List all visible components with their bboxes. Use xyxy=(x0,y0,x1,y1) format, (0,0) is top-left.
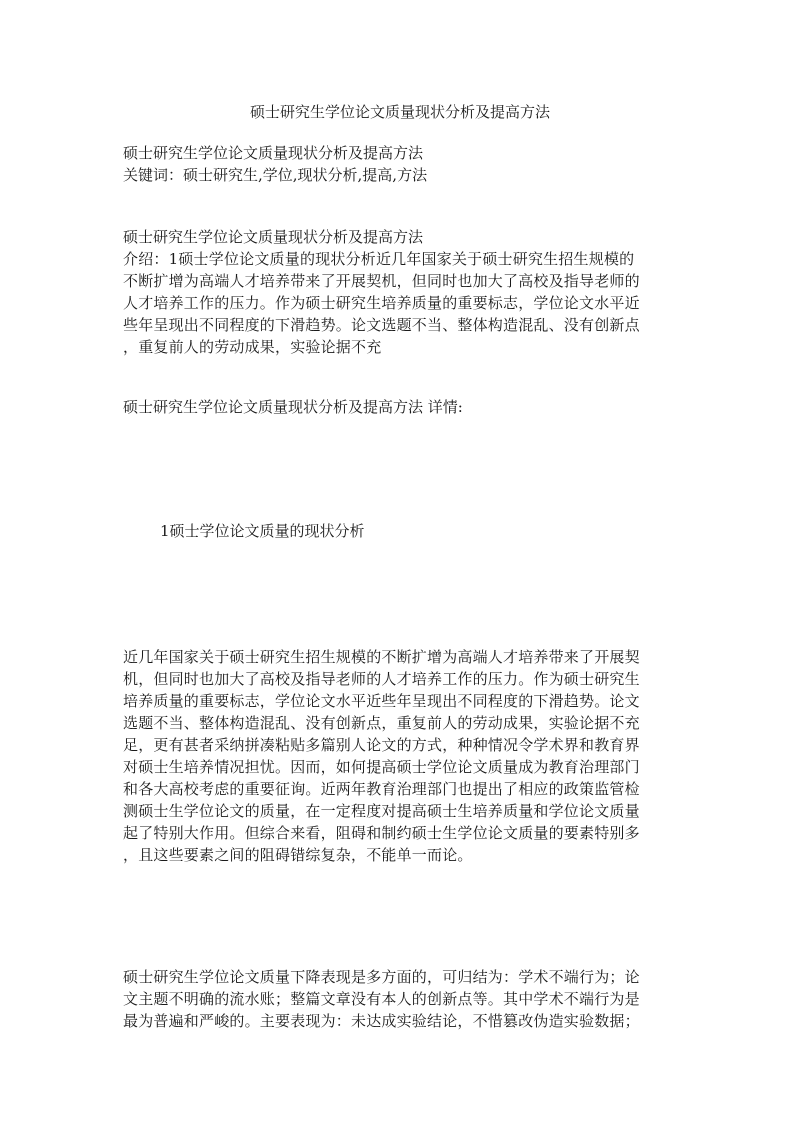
paragraph-line: 和各大高校考虑的重要征询。近两年教育治理部门也提出了相应的政策监管检 xyxy=(123,780,640,798)
header-title: 硕士研究生学位论文质量现状分析及提高方法 xyxy=(123,144,424,162)
intro-line: 不断扩增为高端人才培养带来了开展契机，但同时也加大了高校及指导老师的 xyxy=(123,272,640,290)
intro-line: 人才培养工作的压力。作为硕士研究生培养质量的重要标志，学位论文水平近 xyxy=(123,294,640,312)
paragraph-line: 近几年国家关于硕士研究生招生规模的不断扩增为高端人才培养带来了开展契 xyxy=(123,648,640,666)
paragraph-line: 培养质量的重要标志，学位论文水平近些年呈现出不同程度的下滑趋势。论文 xyxy=(123,692,640,710)
paragraph-line: 文主题不明确的流水账；整篇文章没有本人的创新点等。其中学术不端行为是 xyxy=(123,990,640,1008)
paragraph-line: 起了特别大作用。但综合来看，阻碍和制约硕士生学位论文质量的要素特别多 xyxy=(123,824,640,842)
paragraph-line: 足，更有甚者采纳拼凑粘贴多篇别人论文的方式，种种情况令学术界和教育界 xyxy=(123,736,640,754)
page-title: 硕士研究生学位论文质量现状分析及提高方法 xyxy=(249,103,550,121)
keywords: 关键词：硕士研究生,学位,现状分析,提高,方法 xyxy=(123,166,428,184)
intro-line: 介绍：1硕士学位论文质量的现状分析近几年国家关于硕士研究生招生规模的 xyxy=(123,250,635,268)
intro-line: ，重复前人的劳动成果，实验论据不充 xyxy=(123,338,382,356)
paragraph-line: 测硕士生学位论文的质量，在一定程度对提高硕士生培养质量和学位论文质量 xyxy=(123,802,640,820)
intro-title: 硕士研究生学位论文质量现状分析及提高方法 xyxy=(123,228,424,246)
paragraph-line: 最为普遍和严峻的。主要表现为：未达成实验结论，不惜篡改伪造实验数据； xyxy=(123,1012,640,1030)
intro-line: 些年呈现出不同程度的下滑趋势。论文选题不当、整体构造混乱、没有创新点 xyxy=(123,316,640,334)
paragraph-line: ，且这些要素之间的阻碍错综复杂，不能单一而论。 xyxy=(123,846,473,864)
paragraph-line: 硕士研究生学位论文质量下降表现是多方面的，可归结为：学术不端行为；论 xyxy=(123,968,640,986)
section-heading: 1硕士学位论文质量的现状分析 xyxy=(160,522,365,540)
paragraph-line: 选题不当、整体构造混乱、没有创新点，重复前人的劳动成果，实验论据不充 xyxy=(123,714,640,732)
paragraph-line: 机，但同时也加大了高校及指导老师的人才培养工作的压力。作为硕士研究生 xyxy=(123,670,640,688)
paragraph-line: 对硕士生培养情况担忧。因而，如何提高硕士学位论文质量成为教育治理部门 xyxy=(123,758,640,776)
details-label: 硕士研究生学位论文质量现状分析及提高方法 详情: xyxy=(123,398,463,416)
